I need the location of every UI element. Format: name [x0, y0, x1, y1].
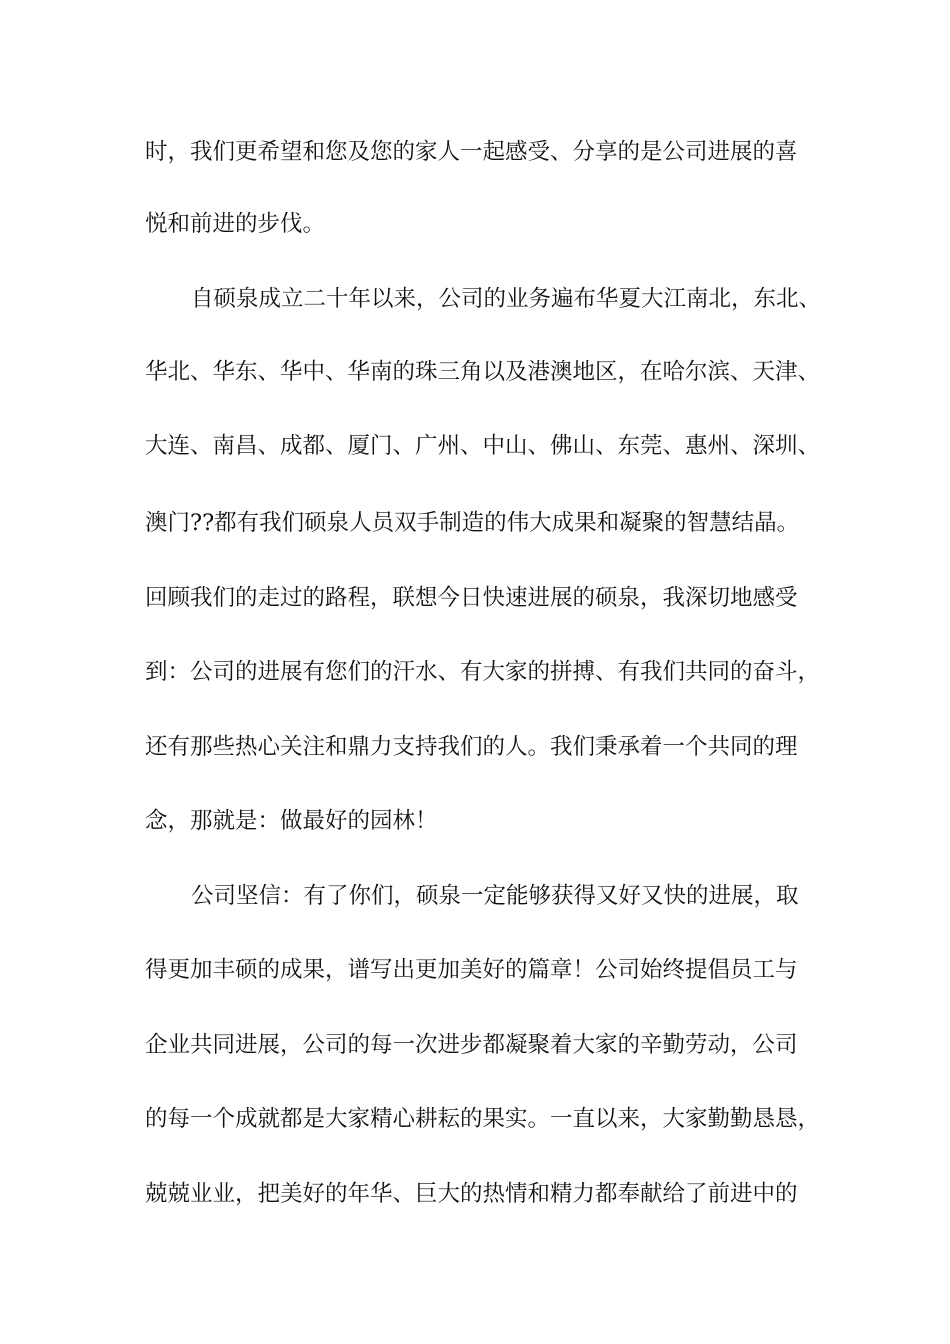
- text-line: 大连、南昌、成都、厦门、广州、中山、佛山、东莞、惠州、深圳、: [145, 433, 821, 459]
- text-line: 到：公司的进展有您们的汗水、有大家的拼搏、有我们共同的奋斗，: [145, 659, 821, 685]
- text-line: 华北、华东、华中、华南的珠三角以及港澳地区，在哈尔滨、天津、: [145, 359, 821, 385]
- text-line: 悦和前进的步伐。: [145, 211, 326, 237]
- paragraph-first-line: 自硕泉成立二十年以来，公司的业务遍布华夏大江南北，东北、: [191, 286, 822, 312]
- text-line: 兢兢业业，把美好的年华、巨大的热情和精力都奉献给了前进中的: [145, 1181, 798, 1207]
- paragraph-first-line: 公司坚信：有了你们，硕泉一定能够获得又好又快的进展，取: [191, 883, 799, 909]
- text-line: 企业共同进展，公司的每一次进步都凝聚着大家的辛勤劳动，公司: [145, 1032, 798, 1058]
- text-line: 得更加丰硕的成果，谱写出更加美好的篇章！公司始终提倡员工与: [145, 957, 798, 983]
- text-line: 回顾我们的走过的路程，联想今日快速进展的硕泉，我深切地感受: [145, 585, 798, 611]
- text-line: 时，我们更希望和您及您的家人一起感受、分享的是公司进展的喜: [145, 139, 798, 165]
- text-line: 念，那就是：做最好的园林！: [145, 808, 438, 834]
- text-line: 澳门??都有我们硕泉人员双手制造的伟大成果和凝聚的智慧结晶。: [145, 510, 800, 536]
- text-line: 还有那些热心关注和鼎力支持我们的人。我们秉承着一个共同的理: [145, 734, 798, 760]
- text-line: 的每一个成就都是大家精心耕耘的果实。一直以来，大家勤勤恳恳，: [145, 1106, 821, 1132]
